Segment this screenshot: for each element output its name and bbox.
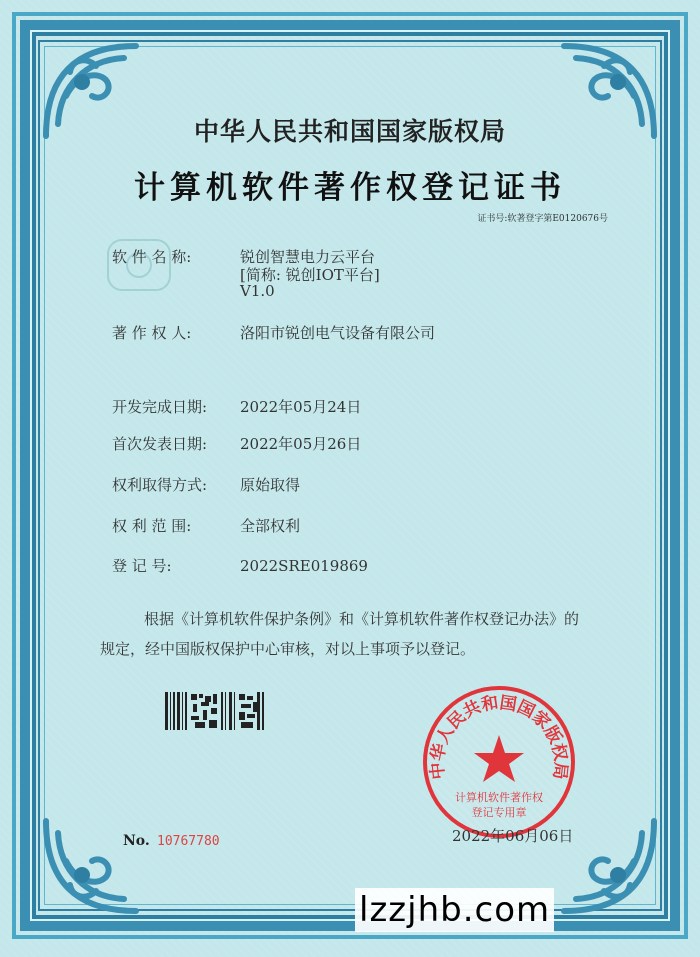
registration-statement	[100, 604, 652, 664]
field-acquisition-method	[112, 474, 300, 495]
field-value: 原始取得	[240, 476, 301, 494]
seal-center-line-2: 登记专用章	[471, 806, 527, 819]
field-label: 软 件 名 称:	[112, 248, 192, 266]
field-label: 首次发表日期:	[112, 435, 208, 453]
field-completion-date	[112, 396, 361, 417]
field-registration-number	[112, 555, 368, 576]
field-value: 洛阳市锐创电气设备有限公司	[240, 324, 436, 342]
field-label: 著 作 权 人:	[112, 324, 192, 342]
seal-center-line-1: 计算机软件著作权	[455, 791, 543, 804]
field-value: 2022SRE019869	[240, 557, 368, 575]
certificate-number: 证书号:软著登字第E0120676号	[477, 214, 608, 224]
issue-date: 2022年06月06日	[452, 827, 574, 845]
issuing-authority: 中华人民共和国国家版权局	[193, 117, 506, 146]
field-value: 锐创智慧电力云平台	[240, 248, 376, 266]
field-scope	[112, 515, 300, 536]
official-seal-stamp	[420, 683, 578, 841]
serial-label: No.	[123, 833, 150, 849]
field-value: 全部权利	[240, 517, 301, 535]
software-version: V1.0	[240, 282, 275, 300]
field-label: 权 利 范 围:	[112, 517, 192, 535]
certificate-title: 计算机软件著作权登记证书	[134, 170, 566, 206]
field-copyright-holder	[112, 322, 435, 343]
corner-ornament-bottom-left	[36, 811, 146, 921]
field-label: 开发完成日期:	[112, 398, 208, 416]
seal-ring-text: 中华人民共和国国家版权局	[427, 692, 571, 781]
watermark-text: lzzjhb.com	[355, 888, 554, 932]
barcode-icon	[165, 692, 265, 730]
field-publish-date	[112, 433, 361, 454]
serial-number: 10767780	[157, 834, 220, 849]
field-label: 登 记 号:	[112, 557, 172, 575]
field-value: 2022年05月24日	[240, 398, 362, 416]
field-value: 2022年05月26日	[240, 435, 362, 453]
software-short-name: [简称: 锐创IOT平台]	[240, 266, 380, 284]
statement-line-2: 规定，经中国版权保护中心审核，对以上事项予以登记。	[100, 640, 476, 658]
field-label: 权利取得方式:	[112, 476, 208, 494]
statement-line-1: 根据《计算机软件保护条例》和《计算机软件著作权登记办法》的	[144, 610, 580, 628]
